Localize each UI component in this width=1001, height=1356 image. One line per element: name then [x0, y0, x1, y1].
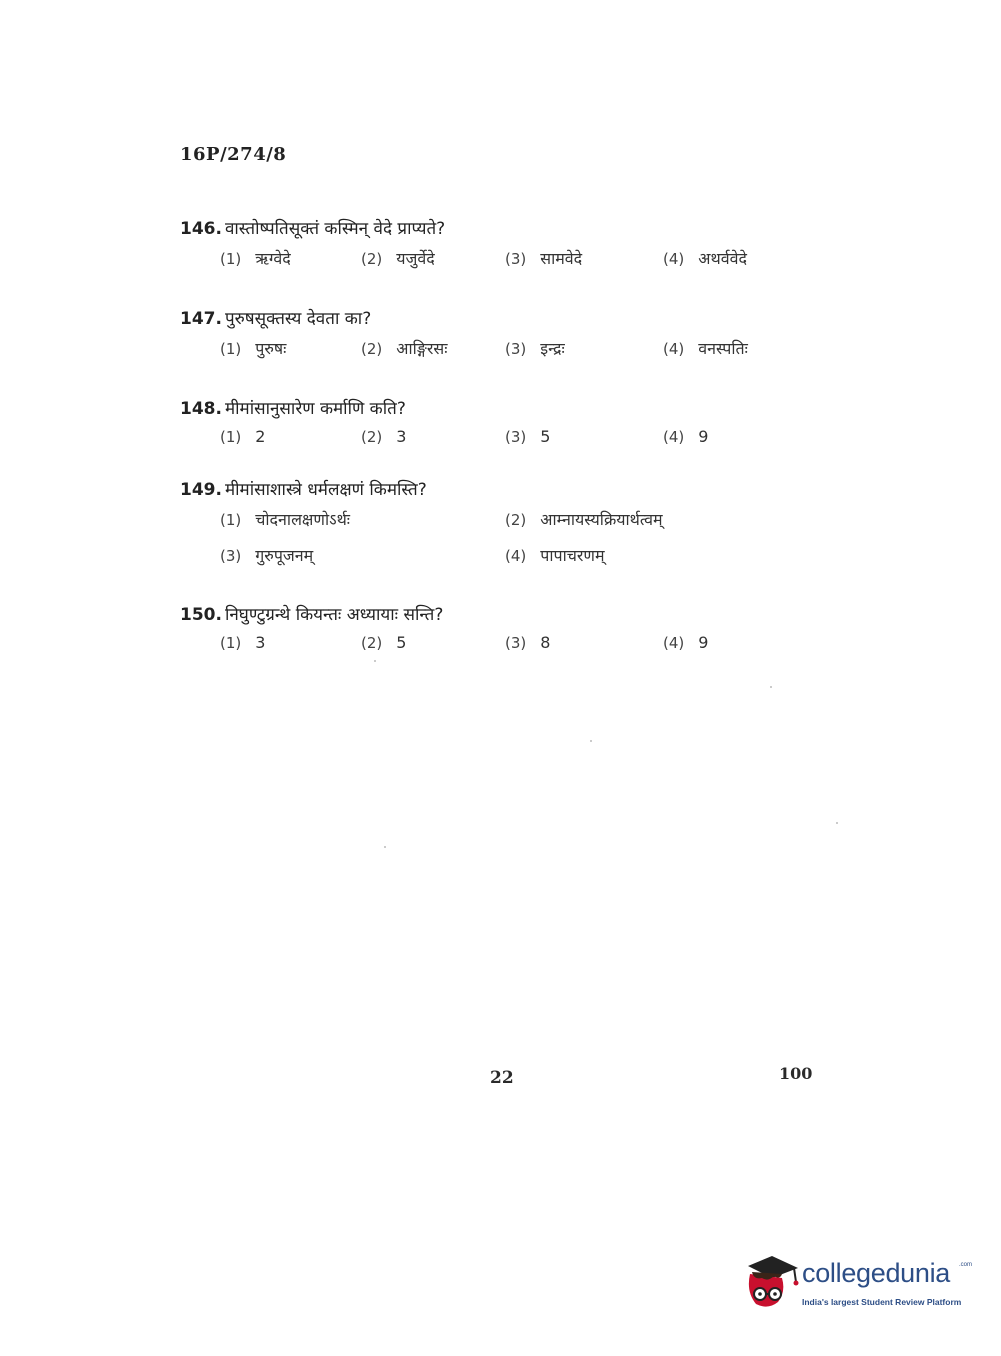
scan-speck [770, 686, 772, 688]
option-2 [361, 633, 406, 652]
options-row [180, 247, 820, 277]
mascot-icon [742, 1252, 800, 1314]
option-4 [505, 544, 605, 566]
question-text: मीमांसानुसारेण कर्माणि कति? [224, 399, 406, 419]
option-text: 9 [698, 427, 709, 446]
page-total: 100 [779, 1064, 813, 1083]
option-number: (1) [220, 634, 242, 652]
scan-speck [590, 740, 592, 742]
scan-speck [836, 822, 838, 824]
question-number: 146. [180, 219, 222, 239]
option-number: (3) [505, 250, 527, 268]
option-text: 9 [698, 633, 709, 652]
option-2 [361, 337, 447, 359]
option-2 [361, 427, 406, 446]
option-number: (2) [361, 428, 383, 446]
option-4 [663, 337, 748, 359]
logo-domain: .com [959, 1262, 973, 1268]
options-row [180, 544, 820, 574]
option-text: पापाचरणम् [540, 546, 605, 565]
option-text: ऋग्वेदे [255, 249, 291, 268]
paper-code: 16P/274/8 [180, 144, 287, 165]
option-4 [663, 247, 747, 269]
option-number: (1) [220, 340, 242, 358]
option-3 [505, 633, 550, 652]
question-text: मीमांसाशास्त्रे धर्मलक्षणं किमस्ति? [224, 480, 427, 500]
option-number: (2) [361, 634, 383, 652]
option-3 [505, 427, 550, 446]
question-number: 149. [180, 480, 222, 500]
option-number: (3) [505, 634, 527, 652]
option-number: (4) [663, 428, 685, 446]
question-text: निघुण्टुग्रन्थे कियन्तः अध्यायाः सन्ति? [224, 605, 444, 625]
option-text: चोदनालक्षणोऽर्थः [255, 510, 351, 529]
question-147 [180, 306, 820, 367]
question-148 [180, 396, 820, 457]
option-text: 3 [396, 427, 407, 446]
option-text: गुरुपूजनम् [255, 546, 314, 565]
scan-speck [374, 660, 376, 662]
option-text: आम्नायस्यक्रियार्थत्वम् [540, 510, 663, 529]
logo-wordmark: collegedunia [802, 1258, 951, 1288]
option-text: 8 [540, 633, 551, 652]
option-number: (4) [663, 634, 685, 652]
option-text: 2 [255, 427, 266, 446]
scan-speck [384, 846, 386, 848]
option-number: (4) [663, 340, 685, 358]
option-number: (4) [505, 547, 527, 565]
option-1 [220, 337, 286, 359]
option-text: 5 [540, 427, 551, 446]
option-text: 5 [396, 633, 407, 652]
option-text: वनस्पतिः [698, 339, 748, 358]
option-text: पुरुषः [255, 339, 287, 358]
options-row [180, 508, 820, 538]
option-3 [220, 544, 313, 566]
option-1 [220, 427, 265, 446]
options-row [180, 633, 820, 663]
option-1 [220, 508, 350, 530]
options-row [180, 337, 820, 367]
option-number: (1) [220, 511, 242, 529]
question-150 [180, 602, 820, 663]
option-4 [663, 633, 708, 652]
option-3 [505, 247, 582, 269]
option-number: (3) [505, 428, 527, 446]
option-number: (1) [220, 250, 242, 268]
collegedunia-logo [742, 1252, 972, 1314]
page-number: 22 [490, 1068, 514, 1088]
question-text: वास्तोष्पतिसूक्तं कस्मिन् वेदे प्राप्यते? [224, 219, 446, 239]
option-number: (2) [361, 250, 383, 268]
option-text: सामवेदे [540, 249, 583, 268]
option-number: (2) [505, 511, 527, 529]
option-1 [220, 247, 291, 269]
question-number: 147. [180, 309, 222, 329]
option-number: (4) [663, 250, 685, 268]
question-146 [180, 216, 820, 277]
option-1 [220, 633, 265, 652]
question-text: पुरुषसूक्तस्य देवता का? [224, 309, 372, 329]
question-number: 148. [180, 399, 222, 419]
option-4 [663, 427, 708, 446]
option-3 [505, 337, 565, 359]
option-number: (3) [220, 547, 242, 565]
option-text: यजुर्वेदे [396, 249, 435, 268]
options-row [180, 427, 820, 457]
question-149 [180, 477, 820, 574]
option-number: (2) [361, 340, 383, 358]
option-text: आङ्गिरसः [396, 339, 448, 358]
option-2 [361, 247, 435, 269]
option-number: (1) [220, 428, 242, 446]
option-text: इन्द्रः [540, 339, 565, 358]
option-2 [505, 508, 663, 530]
logo-tagline: India's largest Student Review Platform [802, 1297, 962, 1307]
option-text: अथर्ववेदे [698, 249, 747, 268]
option-text: 3 [255, 633, 266, 652]
option-number: (3) [505, 340, 527, 358]
question-number: 150. [180, 605, 222, 625]
